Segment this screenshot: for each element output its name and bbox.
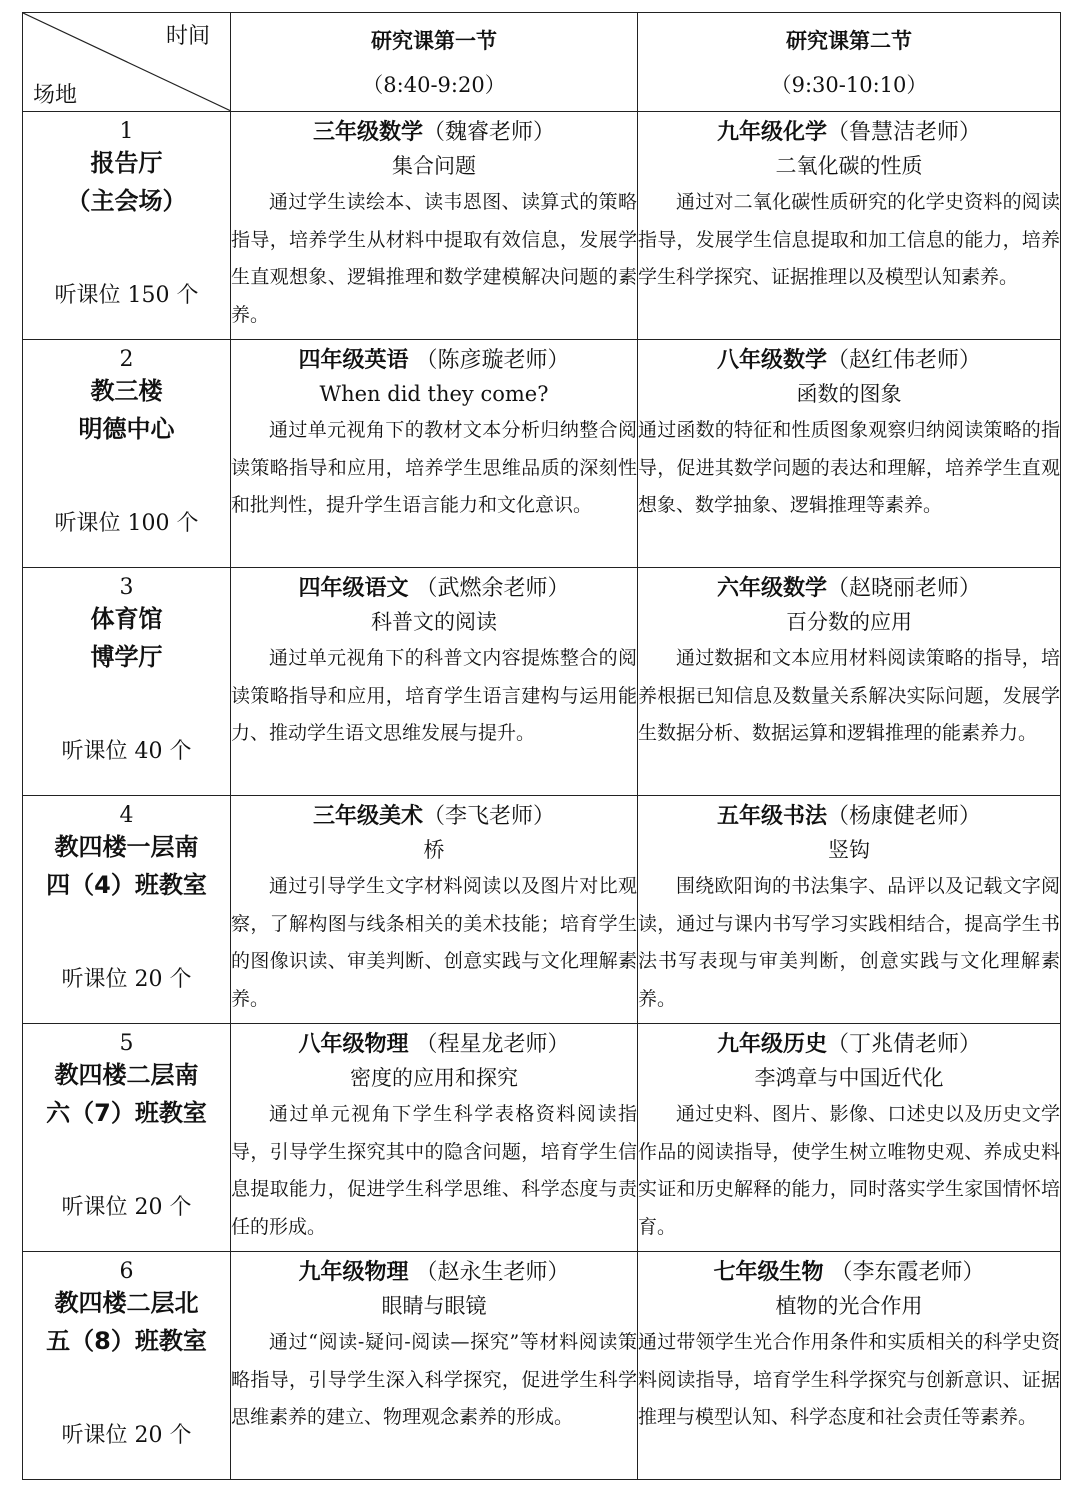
session1-title: 研究课第一节 bbox=[371, 29, 497, 53]
venue-seats: 听课位 40 个 bbox=[61, 739, 192, 764]
lesson-course: 八年级物理 bbox=[298, 1032, 409, 1057]
table-row bbox=[23, 568, 1061, 796]
lesson-teacher: （陈彦璇老师） bbox=[408, 348, 570, 373]
venue-seats: 听课位 20 个 bbox=[61, 967, 192, 992]
lesson-title bbox=[638, 574, 1060, 604]
session1-header bbox=[231, 13, 638, 112]
corner-time-label: 时间 bbox=[165, 24, 210, 49]
lesson-course: 九年级化学 bbox=[716, 120, 827, 145]
venue-number: 6 bbox=[119, 1259, 134, 1284]
lesson-course: 四年级语文 bbox=[298, 576, 409, 601]
lesson-teacher: （李飞老师） bbox=[423, 804, 556, 829]
venue-name: 教四楼二层北 bbox=[54, 1289, 199, 1317]
venue-subname: 六（7）班教室 bbox=[46, 1099, 207, 1127]
venue-subname: 五（8）班教室 bbox=[46, 1327, 207, 1355]
venue-cell bbox=[23, 112, 231, 340]
lesson-description: 通过函数的特征和性质图象观察归纳阅读策略的指导，促进其数学问题的表达和理解，培养学生直观想象、数学抽象、逻辑推理等素养。 bbox=[638, 419, 1060, 516]
lesson-course: 五年级书法 bbox=[716, 804, 827, 829]
lesson-teacher: （赵红伟老师） bbox=[827, 348, 982, 373]
lesson-topic: 桥 bbox=[423, 838, 445, 862]
lesson-course: 三年级美术 bbox=[312, 804, 423, 829]
venue-cell bbox=[23, 1252, 231, 1480]
corner-venue-label: 场地 bbox=[33, 83, 78, 108]
lesson-cell bbox=[638, 1024, 1061, 1252]
venue-subname: 四（4）班教室 bbox=[46, 871, 207, 899]
lesson-description: 围绕欧阳询的书法集字、品评以及记载文字阅读，通过与课内书写学习实践相结合，提高学生书法书写表现与审美判断，创意实践与文化理解素养。 bbox=[638, 875, 1060, 1010]
lesson-course: 四年级英语 bbox=[298, 348, 409, 373]
session1-time: （8:40-9:20） bbox=[362, 73, 506, 97]
lesson-title bbox=[231, 118, 637, 148]
lesson-topic: 眼睛与眼镜 bbox=[381, 1294, 487, 1318]
lesson-teacher: （武燃余老师） bbox=[408, 576, 570, 601]
venue-name: 报告厅 bbox=[90, 149, 163, 177]
lesson-teacher: （赵永生老师） bbox=[408, 1260, 570, 1285]
venue-subname: 博学厅 bbox=[90, 643, 163, 671]
venue-seats: 听课位 100 个 bbox=[54, 511, 199, 536]
venue-name: 体育馆 bbox=[90, 605, 163, 633]
venue-seats: 听课位 20 个 bbox=[61, 1195, 192, 1220]
session2-title: 研究课第二节 bbox=[786, 29, 912, 53]
lesson-topic: 函数的图象 bbox=[796, 382, 902, 406]
lesson-title bbox=[638, 1258, 1060, 1288]
table-row bbox=[23, 340, 1061, 568]
lesson-teacher: （鲁慧洁老师） bbox=[827, 120, 982, 145]
corner-cell bbox=[23, 13, 231, 112]
lesson-cell bbox=[638, 568, 1061, 796]
lesson-cell bbox=[231, 112, 638, 340]
lesson-topic: 植物的光合作用 bbox=[775, 1294, 923, 1318]
venue-cell bbox=[23, 340, 231, 568]
lesson-teacher: （赵晓丽老师） bbox=[827, 576, 982, 601]
venue-name: 教四楼一层南 bbox=[54, 833, 199, 861]
venue-seats: 听课位 20 个 bbox=[61, 1423, 192, 1448]
venue-number: 3 bbox=[119, 575, 134, 600]
lesson-description: 通过学生读绘本、读韦恩图、读算式的策略指导，培养学生从材料中提取有效信息，发展学生直观想象、逻辑推理和数学建模解决问题的素养。 bbox=[231, 191, 637, 326]
schedule-table bbox=[22, 12, 1061, 1480]
venue-number: 1 bbox=[119, 119, 134, 144]
lesson-title bbox=[638, 1030, 1060, 1060]
lesson-teacher: （魏睿老师） bbox=[423, 120, 556, 145]
table-row bbox=[23, 1252, 1061, 1480]
lesson-course: 九年级历史 bbox=[716, 1032, 827, 1057]
lesson-cell bbox=[638, 1252, 1061, 1480]
lesson-description: 通过对二氧化碳性质研究的化学史资料的阅读指导，发展学生信息提取和加工信息的能力，培养学生科学探究、证据推理以及模型认知素养。 bbox=[638, 191, 1060, 288]
lesson-title bbox=[231, 1258, 637, 1288]
venue-number: 4 bbox=[119, 803, 134, 828]
lesson-teacher: （杨康健老师） bbox=[827, 804, 982, 829]
lesson-course: 三年级数学 bbox=[312, 120, 423, 145]
lesson-cell bbox=[231, 568, 638, 796]
lesson-cell bbox=[638, 112, 1061, 340]
venue-name: 教三楼 bbox=[90, 377, 163, 405]
venue-seats: 听课位 150 个 bbox=[54, 283, 199, 308]
lesson-description: 通过数据和文本应用材料阅读策略的指导，培养根据已知信息及数量关系解决实际问题，发展学生数据分析、数据运算和逻辑推理的能素养力。 bbox=[638, 647, 1060, 744]
venue-subname: 明德中心 bbox=[78, 415, 175, 443]
lesson-cell bbox=[231, 340, 638, 568]
venue-cell bbox=[23, 796, 231, 1024]
lesson-topic: 竖钩 bbox=[828, 838, 870, 862]
lesson-title bbox=[231, 574, 637, 604]
lesson-cell bbox=[638, 340, 1061, 568]
lesson-cell bbox=[638, 796, 1061, 1024]
lesson-topic: 李鸿章与中国近代化 bbox=[754, 1066, 944, 1090]
lesson-description: 通过单元视角下的科普文内容提炼整合的阅读策略指导和应用，培育学生语言建构与运用能力、推动学生语文思维发展与提升。 bbox=[231, 647, 637, 744]
lesson-description: 通过单元视角下学生科学表格资料阅读指导，引导学生探究其中的隐含问题，培育学生信息提取能力，促进学生科学思维、科学态度与责任的形成。 bbox=[231, 1103, 637, 1238]
lesson-teacher: （丁兆倩老师） bbox=[827, 1032, 982, 1057]
lesson-title bbox=[638, 346, 1060, 376]
session2-header bbox=[638, 13, 1061, 112]
lesson-topic: 二氧化碳的性质 bbox=[775, 154, 923, 178]
lesson-title bbox=[231, 1030, 637, 1060]
lesson-description: 通过史料、图片、影像、口述史以及历史文学作品的阅读指导，使学生树立唯物史观、养成史料实证和历史解释的能力，同时落实学生家国情怀培育。 bbox=[638, 1103, 1060, 1238]
venue-subname: （主会场） bbox=[66, 187, 187, 215]
lesson-cell bbox=[231, 1024, 638, 1252]
lesson-topic: When did they come? bbox=[319, 382, 549, 406]
lesson-topic: 集合问题 bbox=[392, 154, 476, 178]
lesson-teacher: （程星龙老师） bbox=[408, 1032, 570, 1057]
lesson-topic: 科普文的阅读 bbox=[371, 610, 497, 634]
venue-number: 5 bbox=[119, 1031, 134, 1056]
lesson-course: 九年级物理 bbox=[298, 1260, 409, 1285]
lesson-description: 通过引导学生文字材料阅读以及图片对比观察，了解构图与线条相关的美术技能；培育学生的图像识读、审美判断、创意实践与文化理解素养。 bbox=[231, 875, 637, 1010]
lesson-topic: 百分数的应用 bbox=[786, 610, 912, 634]
lesson-title bbox=[638, 802, 1060, 832]
session2-time: （9:30-10:10） bbox=[770, 73, 928, 97]
venue-cell bbox=[23, 568, 231, 796]
table-row bbox=[23, 1024, 1061, 1252]
lesson-description: 通过单元视角下的教材文本分析归纳整合阅读策略指导和应用，培养学生思维品质的深刻性和批判性，提升学生语言能力和文化意识。 bbox=[231, 419, 637, 516]
venue-number: 2 bbox=[119, 347, 134, 372]
lesson-course: 六年级数学 bbox=[716, 576, 827, 601]
lesson-teacher: （李东霞老师） bbox=[823, 1260, 985, 1285]
lesson-title bbox=[638, 118, 1060, 148]
lesson-course: 七年级生物 bbox=[713, 1260, 824, 1285]
venue-name: 教四楼二层南 bbox=[54, 1061, 199, 1089]
header-row bbox=[23, 13, 1061, 112]
venue-cell bbox=[23, 1024, 231, 1252]
lesson-title bbox=[231, 802, 637, 832]
lesson-cell bbox=[231, 796, 638, 1024]
lesson-description: 通过带领学生光合作用条件和实质相关的科学史资料阅读指导，培育学生科学探究与创新意识、证据推理与模型认知、科学态度和社会责任等素养。 bbox=[638, 1331, 1060, 1428]
table-row bbox=[23, 112, 1061, 340]
table-row bbox=[23, 796, 1061, 1024]
lesson-course: 八年级数学 bbox=[716, 348, 827, 373]
lesson-topic: 密度的应用和探究 bbox=[350, 1066, 518, 1090]
lesson-cell bbox=[231, 1252, 638, 1480]
lesson-title bbox=[231, 346, 637, 376]
lesson-description: 通过“阅读-疑问-阅读—探究”等材料阅读策略指导，引导学生深入科学探究，促进学生科学思维素养的建立、物理观念素养的形成。 bbox=[231, 1331, 637, 1428]
